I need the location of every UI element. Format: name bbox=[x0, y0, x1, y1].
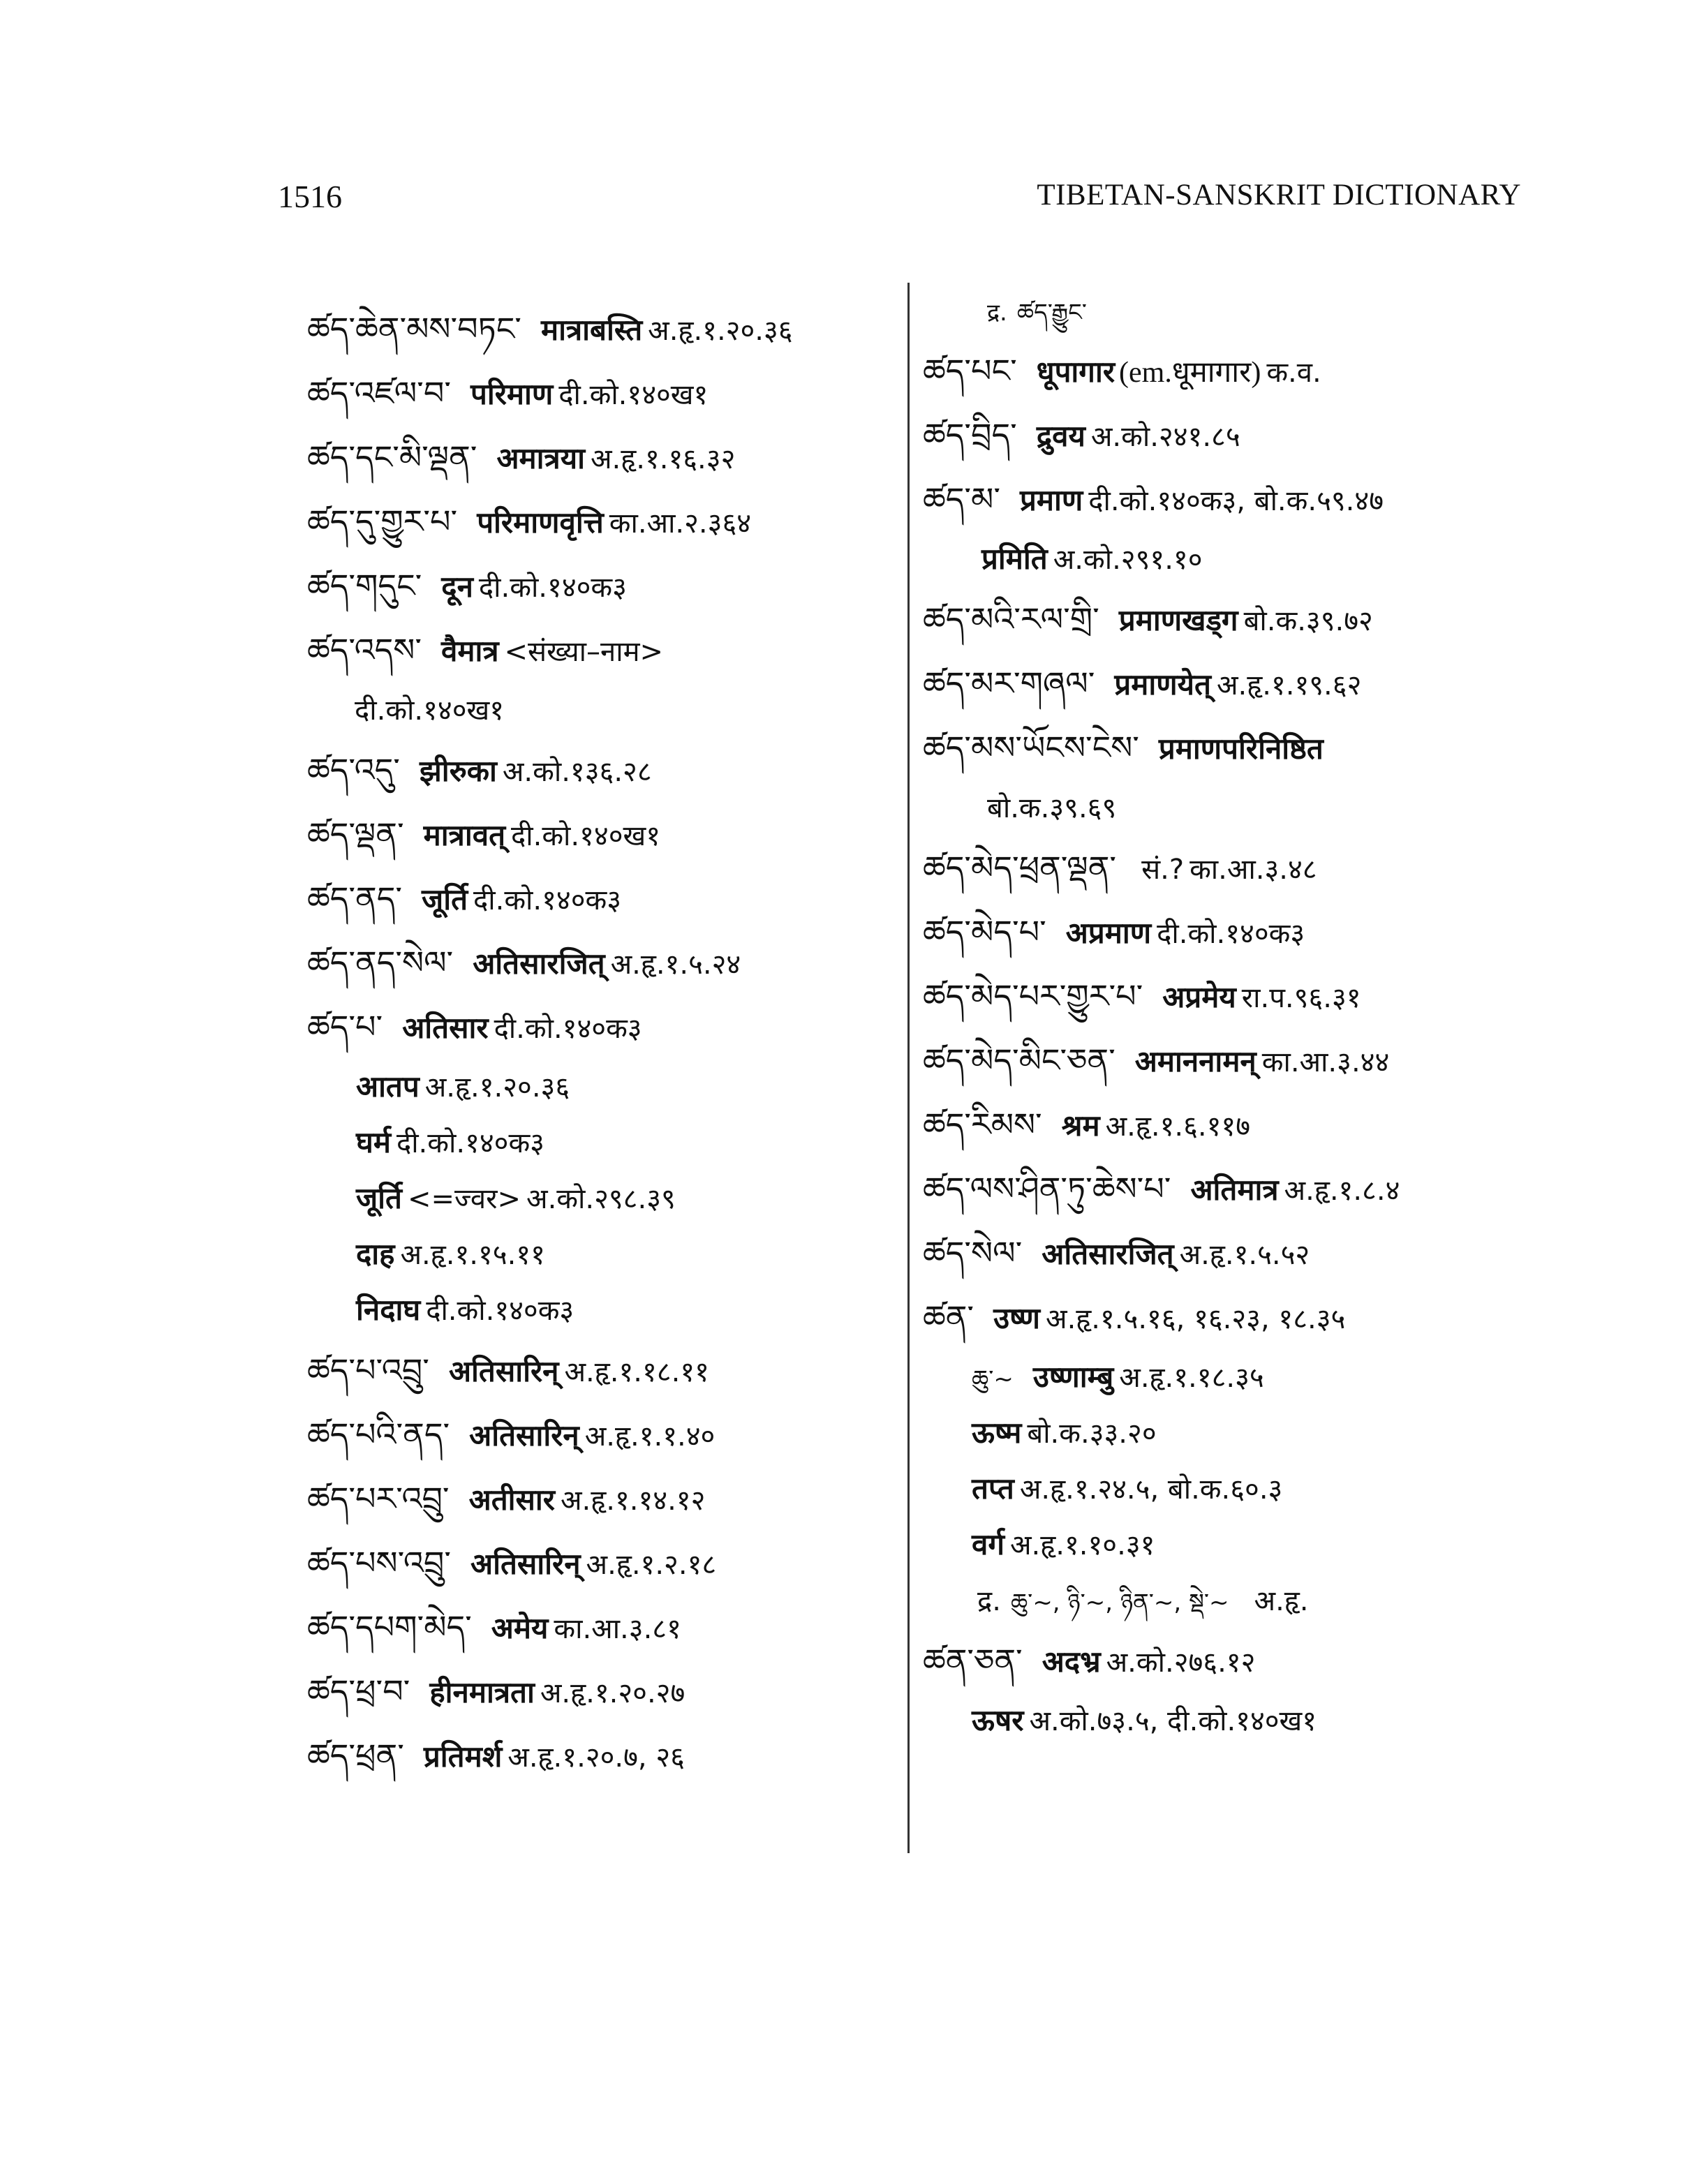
entry-line bbox=[307, 1338, 900, 1402]
entry-line bbox=[923, 651, 1551, 715]
tibetan-headword: ཚད་མེད་མིང་ཅན་ bbox=[923, 1041, 1115, 1079]
source-reference: अ.हृ.१.२०.२७ bbox=[540, 1677, 685, 1709]
source-reference: अ.को.२७६.१२ bbox=[1106, 1647, 1256, 1679]
source-reference: अ.हृ.१.१४.१२ bbox=[560, 1485, 706, 1517]
tibetan-headword: ཚད་མའི་རལ་གྲི་ bbox=[923, 600, 1099, 638]
source-reference: दी.को.१४०ख१ bbox=[511, 820, 661, 852]
tibetan-headword: ཚད་རིམས་ bbox=[923, 1106, 1042, 1143]
sub-entry bbox=[923, 1349, 1551, 1405]
source-reference: अ.को.१३६.२८ bbox=[502, 756, 652, 788]
tibetan-headword: ཚད་ལྡན་ bbox=[307, 815, 404, 853]
source-reference: अ.हृ.१.१८.११ bbox=[564, 1356, 709, 1388]
sanskrit-equivalent: वर्ग bbox=[972, 1527, 1005, 1561]
tibetan-headword: ཚད་འཛལ་བ་ bbox=[307, 374, 451, 412]
source-reference: दी.को.१४०क३ bbox=[1157, 918, 1305, 950]
sanskrit-equivalent: प्रमिति bbox=[981, 542, 1048, 576]
tibetan-headword: ཚད་ཕྲ་བ་ bbox=[307, 1672, 410, 1710]
entry-line bbox=[923, 467, 1551, 531]
entry-line bbox=[923, 1628, 1551, 1693]
entry-line bbox=[307, 1402, 900, 1466]
entry-line bbox=[923, 1285, 1551, 1349]
entry-line bbox=[923, 1028, 1551, 1092]
sanskrit-equivalent: आतप bbox=[356, 1069, 420, 1104]
source-reference: बो.क.३३.२० bbox=[1027, 1418, 1157, 1450]
tibetan-headword: ཚད་ཕྲན་ bbox=[307, 1737, 404, 1774]
source-reference: दी.को.१४०क३ bbox=[473, 884, 622, 916]
sanskrit-equivalent: परिमाणवृत्ति bbox=[477, 505, 604, 540]
source-reference: अ.हृ.१.१.४० bbox=[584, 1420, 716, 1453]
sanskrit-equivalent: दाह bbox=[356, 1237, 395, 1271]
source-reference: अ.हृ.१.२.१८ bbox=[586, 1549, 717, 1581]
entry-line bbox=[307, 554, 900, 618]
see-also-label: द्र. bbox=[987, 299, 1007, 327]
sanskrit-equivalent: अतिसार bbox=[402, 1011, 489, 1045]
source-reference: अ.को.२९८.३९ bbox=[526, 1183, 676, 1215]
entry-line bbox=[307, 738, 900, 802]
entry-line bbox=[307, 425, 900, 489]
source-reference: बो.क.३९.७२ bbox=[1243, 605, 1373, 637]
entry-line bbox=[307, 361, 900, 425]
sanskrit-placeholder: सं.? bbox=[1141, 854, 1185, 886]
tibetan-headword: ཚད་པང་ bbox=[923, 352, 1017, 389]
sanskrit-equivalent: झीरुका bbox=[419, 754, 497, 788]
source-reference: अ.हृ.१.१५.११ bbox=[400, 1239, 545, 1271]
tibetan-headword: ཚད་མ་ bbox=[923, 480, 1000, 518]
source-reference: दी.को.१४०क३ bbox=[426, 1295, 575, 1327]
entry-line bbox=[307, 995, 900, 1059]
sanskrit-equivalent: धूपागार bbox=[1036, 355, 1115, 389]
sanskrit-equivalent: प्रतिमर्श bbox=[423, 1739, 503, 1774]
sanskrit-equivalent: हीनमात्रता bbox=[429, 1675, 535, 1709]
source-reference: अ.हृ.१.१८.३५ bbox=[1119, 1362, 1264, 1394]
sanskrit-equivalent: अमेय bbox=[491, 1611, 549, 1645]
sanskrit-equivalent: प्रमाणयेत् bbox=[1114, 667, 1211, 701]
entry-line bbox=[307, 1595, 900, 1659]
source-reference: अ.हृ.१.१०.३१ bbox=[1010, 1529, 1155, 1561]
sanskrit-equivalent: तप्त bbox=[972, 1471, 1014, 1506]
entry-line bbox=[307, 297, 900, 361]
source-reference: अ.हृ. bbox=[1254, 1585, 1309, 1617]
source-reference: अ.को.७३.५, दी.को.१४०ख१ bbox=[1029, 1705, 1317, 1737]
sub-entry bbox=[307, 1282, 900, 1338]
tibetan-headword: ཚན་ཅན་ bbox=[923, 1642, 1023, 1679]
entry-line bbox=[923, 835, 1551, 900]
source-reference: अ.हृ.१.५.२४ bbox=[610, 949, 741, 981]
sub-entry bbox=[307, 1226, 900, 1282]
tibetan-headword: ཚད་མེད་པར་གྱུར་པ་ bbox=[923, 977, 1143, 1015]
entry-line bbox=[923, 339, 1551, 403]
entry-line bbox=[923, 964, 1551, 1028]
sanskrit-equivalent: प्रमाण bbox=[1020, 483, 1083, 517]
source-reference: अ.हृ.१.१९.६२ bbox=[1216, 669, 1362, 701]
sanskrit-equivalent: अमात्रया bbox=[496, 441, 585, 475]
category-note: <=ज्वर> bbox=[407, 1183, 521, 1215]
column-rule bbox=[907, 283, 910, 1853]
source-reference: अ.को.२४१.८५ bbox=[1090, 421, 1240, 453]
source-reference: अ.हृ.१.२०.३६ bbox=[648, 315, 793, 347]
tibetan-headword: ཚད་འདས་ bbox=[307, 631, 422, 669]
tibetan-headword: ཚད་མེད་ཕྲན་ལྡན་ bbox=[923, 849, 1117, 886]
sanskrit-equivalent: अमाननामन् bbox=[1134, 1044, 1257, 1078]
sanskrit-equivalent: ऊषर bbox=[972, 1703, 1024, 1737]
source-reference: दी.को.१४०ख१ bbox=[355, 694, 505, 727]
sub-entry bbox=[923, 1517, 1551, 1573]
sanskrit-equivalent: मात्रावत् bbox=[423, 818, 506, 852]
page-number: 1516 bbox=[278, 179, 342, 214]
tibetan-headword: ཚད་པ་འབྲུ་ bbox=[307, 1351, 429, 1389]
sanskrit-equivalent: जूर्ति bbox=[356, 1181, 402, 1215]
source-reference: अ.हृ.१.२०.७, २६ bbox=[507, 1741, 685, 1774]
source-reference: अ.को.२९१.१० bbox=[1053, 544, 1203, 576]
tibetan-headword: ཚད་གདུང་ bbox=[307, 567, 422, 604]
tibetan-headword: ཚད་པའི་ནད་ bbox=[307, 1416, 450, 1453]
entry-line bbox=[307, 618, 900, 682]
tibetan-headword: ཚད་ནད་སེལ་ bbox=[307, 944, 454, 981]
source-reference: अ.हृ.१.५.१६, १६.२३, १८.३५ bbox=[1046, 1303, 1346, 1335]
tibetan-headword: ཚད་སེལ་ bbox=[923, 1234, 1023, 1272]
sanskrit-equivalent: प्रमाणपरिनिष्ठित bbox=[1158, 731, 1324, 766]
sanskrit-equivalent: अदभ्र bbox=[1042, 1644, 1101, 1679]
source-reference: दी.को.१४०ख१ bbox=[558, 379, 709, 411]
entry-line bbox=[307, 802, 900, 866]
source-reference: क.व. bbox=[1266, 357, 1321, 389]
sanskrit-equivalent: ऊष्म bbox=[972, 1416, 1022, 1450]
sanskrit-equivalent: अतिसारिन् bbox=[448, 1354, 559, 1388]
sanskrit-equivalent: अतिसारिन् bbox=[470, 1547, 581, 1581]
source-reference: दी.को.१४०क३ bbox=[478, 572, 627, 604]
cross-reference bbox=[923, 1573, 1551, 1628]
sub-entry bbox=[307, 1115, 900, 1171]
source-reference: का.आ.२.३६४ bbox=[609, 507, 752, 540]
tibetan-headword: ཚད་མས་ཡོངས་ངེས་ bbox=[923, 729, 1139, 766]
sanskrit-equivalent: प्रमाणखड्ग bbox=[1118, 603, 1238, 637]
source-reference: रा.प.९६.३१ bbox=[1241, 982, 1361, 1014]
entry-line bbox=[923, 1092, 1551, 1157]
source-reference: अ.हृ.१.२०.३६ bbox=[424, 1071, 570, 1104]
sub-entry bbox=[923, 1693, 1551, 1748]
sub-entry bbox=[923, 1461, 1551, 1517]
sub-entry bbox=[923, 1405, 1551, 1461]
entry-line bbox=[923, 587, 1551, 651]
entry-line bbox=[307, 1531, 900, 1595]
sanskrit-equivalent: दून bbox=[441, 570, 473, 604]
source-reference: का.आ.३.४४ bbox=[1261, 1046, 1390, 1078]
tibetan-headword: ཚད་མེད་པ་ bbox=[923, 913, 1046, 951]
sanskrit-equivalent: अतिसारिन् bbox=[469, 1418, 579, 1453]
sub-entry bbox=[307, 1059, 900, 1115]
sanskrit-equivalent: अतिसारजित् bbox=[1042, 1237, 1174, 1271]
entry-line bbox=[307, 866, 900, 930]
sanskrit-equivalent: अतिसारजित् bbox=[473, 946, 605, 981]
sub-entry bbox=[923, 531, 1551, 587]
sanskrit-equivalent: वैमात्र bbox=[441, 634, 499, 668]
source-reference: बो.क.३९.६९ bbox=[987, 792, 1117, 824]
see-also-label: द्र. bbox=[977, 1585, 1001, 1617]
source-reference: का.आ.३.४८ bbox=[1189, 854, 1317, 886]
sanskrit-equivalent: अतीसार bbox=[468, 1483, 555, 1517]
sanskrit-equivalent: अतिमात्र bbox=[1190, 1173, 1279, 1207]
entry-line bbox=[923, 900, 1551, 964]
sanskrit-equivalent: मात्राबस्ति bbox=[540, 313, 643, 347]
running-head: TIBETAN-SANSKRIT DICTIONARY bbox=[1037, 179, 1521, 211]
sanskrit-equivalent: उष्ण bbox=[993, 1301, 1041, 1335]
tibetan-headword: ཚད་དང་མི་ལྡན་ bbox=[307, 438, 477, 476]
source-reference: का.आ.३.८१ bbox=[554, 1613, 681, 1645]
entry-continuation bbox=[923, 780, 1551, 835]
entry-line bbox=[307, 1466, 900, 1531]
tibetan-compound: ཆུ་~ bbox=[972, 1365, 1014, 1393]
sanskrit-equivalent: श्रम bbox=[1061, 1108, 1100, 1143]
left-column bbox=[307, 297, 900, 1788]
entry-line bbox=[307, 489, 900, 554]
tibetan-headword: ཚད་ནད་ bbox=[307, 879, 403, 917]
entry-line bbox=[923, 715, 1551, 780]
tibetan-headword: ཚད་འདུ་ bbox=[307, 751, 400, 789]
cross-reference bbox=[923, 297, 1551, 339]
right-column bbox=[923, 297, 1551, 1748]
source-reference: दी.को.१४०क३ bbox=[494, 1013, 642, 1045]
entry-line bbox=[923, 403, 1551, 467]
source-reference: अ.हृ.१.६.११७ bbox=[1105, 1110, 1250, 1143]
tibetan-headword: ཚད་བྲིད་ bbox=[923, 416, 1017, 454]
tibetan-headword: ཚད་པར་འབྲུ་ bbox=[307, 1480, 450, 1517]
emendation-note: (em.धूमागार) bbox=[1119, 357, 1261, 389]
tibetan-headword: ཚད་ལས་ཤིན་ཏུ་ཆེས་པ་ bbox=[923, 1170, 1171, 1208]
sanskrit-equivalent: अप्रमेय bbox=[1162, 980, 1236, 1014]
tibetan-headword: ཚད་རྒྱུང་ bbox=[1016, 299, 1087, 327]
entry-continuation bbox=[307, 682, 900, 738]
source-reference: अ.हृ.१.१६.३२ bbox=[590, 443, 736, 475]
sanskrit-equivalent: उष्णाम्बु bbox=[1032, 1360, 1114, 1394]
tibetan-compounds: ཆུ་~, ཉི་~, ཉིན་~, སྡེ་~ bbox=[1010, 1589, 1229, 1617]
source-reference: अ.हृ.१.२४.५, बो.क.६०.३ bbox=[1019, 1473, 1283, 1506]
sanskrit-equivalent: जूर्ति bbox=[422, 882, 468, 916]
entry-line bbox=[307, 1659, 900, 1723]
entry-line bbox=[923, 1157, 1551, 1221]
entry-line bbox=[923, 1221, 1551, 1285]
tibetan-headword: ཚད་པ་ bbox=[307, 1008, 383, 1046]
sanskrit-equivalent: निदाघ bbox=[356, 1293, 421, 1327]
tibetan-headword: ཚན་ bbox=[923, 1298, 974, 1336]
sanskrit-equivalent: परिमाण bbox=[470, 377, 554, 411]
sub-entry bbox=[307, 1171, 900, 1226]
source-reference: अ.हृ.१.८.४ bbox=[1284, 1175, 1400, 1207]
sanskrit-equivalent: अप्रमाण bbox=[1065, 916, 1152, 950]
category-note: <संख्या–नाम> bbox=[504, 636, 664, 668]
entry-line bbox=[307, 930, 900, 995]
sanskrit-equivalent: घर्म bbox=[356, 1125, 391, 1159]
tibetan-headword: ཚད་ཆེན་མས་བཏང་ bbox=[307, 310, 521, 348]
entry-line bbox=[307, 1723, 900, 1788]
sanskrit-equivalent: द्रुवय bbox=[1036, 419, 1085, 453]
tibetan-headword: ཚད་པས་འབྲུ་ bbox=[307, 1544, 451, 1582]
source-reference: अ.हृ.१.५.५२ bbox=[1179, 1239, 1310, 1271]
source-reference: दी.को.१४०क३ bbox=[396, 1127, 544, 1159]
tibetan-headword: ཚད་དཔག་མེད་ bbox=[307, 1608, 472, 1646]
source-reference: दी.को.१४०क३, बो.क.५९.४७ bbox=[1088, 485, 1384, 517]
tibetan-headword: ཚད་དུ་གྱུར་པ་ bbox=[307, 503, 458, 540]
tibetan-headword: ཚད་མར་གཞལ་ bbox=[923, 664, 1095, 702]
